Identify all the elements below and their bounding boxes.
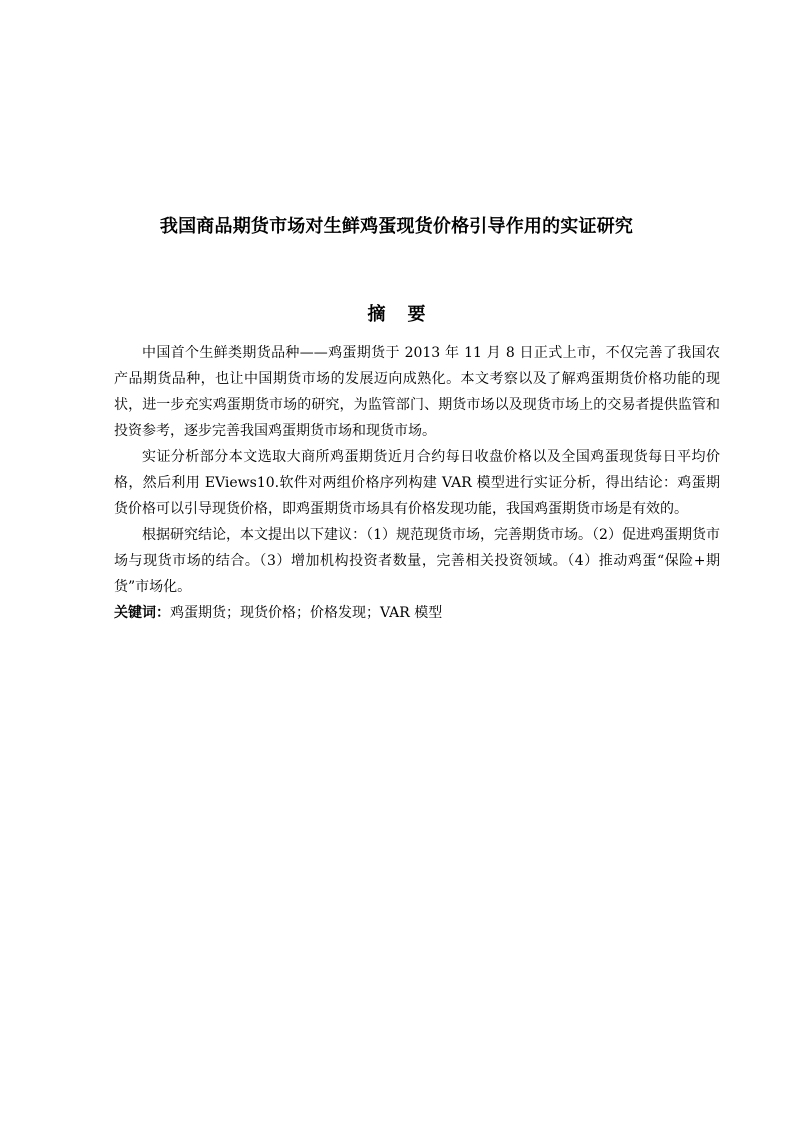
keywords-label: 关键词： [114,605,170,621]
abstract-body [114,340,720,626]
abstract-paragraph-3: 根据研究结论，本文提出以下建议：（1）规范现货市场，完善期货市场。（2）促进鸡蛋期货市场与现货市场的结合。（3）增加机构投资者数量，完善相关投资领域。（4）推动鸡蛋“保险+期货”市场化。 [114,527,720,595]
keywords-value: 鸡蛋期货；现货价格；价格发现；VAR 模型 [170,605,443,621]
abstract-heading-char-1: 摘 [367,304,386,325]
abstract-heading-char-2: 要 [407,304,426,325]
abstract-paragraph-1: 中国首个生鲜类期货品种——鸡蛋期货于 2013 年 11 月 8 日正式上市，不仅完善了我国农产品期货品种，也让中国期货市场的发展迈向成熟化。本文考察以及了解鸡蛋期货价格功能的现状，进一步充实鸡蛋期货市场的研究，为监管部门、期货市场以及现货市场上的交易者提供监管和投资参考，逐步完善我国鸡蛋期货市场和现货市场。 [114,345,720,439]
paper-title: 我国商品期货市场对生鲜鸡蛋现货价格引导作用的实证研究 [159,216,634,237]
abstract-paragraph-2: 实证分析部分本文选取大商所鸡蛋期货近月合约每日收盘价格以及全国鸡蛋现货每日平均价格，然后利用 EViews10.软件对两组价格序列构建 VAR 模型进行实证分析，得出结论：鸡蛋期货价格可以引导现货价格，即鸡蛋期货市场具有价格发现功能，我国鸡蛋期货市场是有效的。 [114,449,720,517]
abstract-heading [0,302,793,328]
keywords-line [114,600,720,626]
